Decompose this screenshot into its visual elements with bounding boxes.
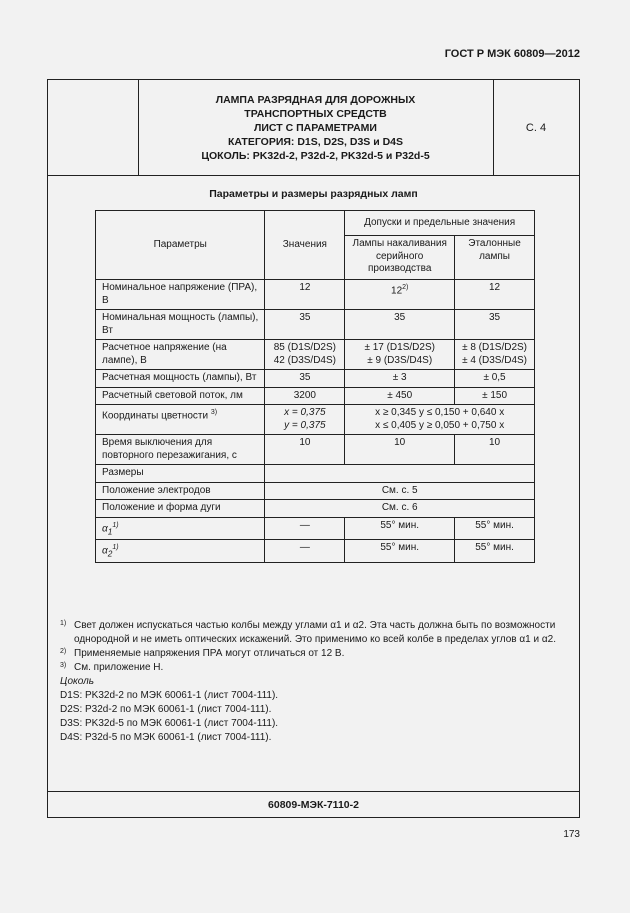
tolerance-line: x ≥ 0,345 y ≤ 0,150 + 0,640 x (375, 407, 505, 418)
serial-cell: 35 (345, 310, 455, 340)
param-cell: Номинальное напряжение (ПРА), В (96, 280, 265, 310)
serial-cell: ± 3 (345, 370, 455, 388)
value-cell (265, 340, 345, 370)
param-cell (96, 405, 265, 435)
reference-line: ± 4 (D3S/D4S) (462, 354, 528, 366)
page-number: 173 (563, 829, 580, 840)
reference-cell: 12 (455, 280, 535, 310)
reference-cell: 10 (455, 435, 535, 465)
cap-line: D2S: P32d-2 по МЭК 60061-1 (лист 7004-111). (60, 704, 272, 715)
param-cell (96, 517, 265, 540)
cap-line: D3S: PK32d-5 по МЭК 60061-1 (лист 7004-111). (60, 718, 279, 729)
param-symbol: α (102, 522, 108, 534)
serial-cell: 55° мин. (345, 517, 455, 540)
table-row (96, 500, 535, 518)
header-left-cell (48, 80, 139, 175)
param-subscript: 2 (107, 548, 113, 559)
value-line: 85 (D1S/D2S) (273, 342, 336, 353)
param-cell: Положение и форма дуги (96, 500, 265, 518)
param-subscript: 1 (107, 525, 113, 536)
table-header-row (96, 211, 535, 236)
reference-cell: ± 150 (455, 387, 535, 405)
footnote-1 (60, 619, 570, 647)
serial-cell (345, 340, 455, 370)
serial-line: ± 9 (D3S/D4S) (367, 354, 433, 366)
table-row (96, 405, 535, 435)
value-cell: 12 (265, 280, 345, 310)
reference-cell: ± 0,5 (455, 370, 535, 388)
serial-value: 12 (391, 285, 403, 297)
footnote-mark: 1) (60, 620, 67, 627)
param-label: Координаты цветности (102, 410, 209, 422)
table-row (96, 387, 535, 405)
title-line: ТРАНСПОРТНЫХ СРЕДСТВ (244, 107, 387, 120)
col-header-reference: Эталонные лампы (455, 236, 535, 280)
value-line: 42 (D3S/D4S) (273, 354, 336, 366)
sheet-frame (47, 79, 580, 818)
param-cell: Расчетный световой поток, лм (96, 387, 265, 405)
serial-cell: 10 (345, 435, 455, 465)
reference-cell: 55° мин. (455, 517, 535, 540)
footnote-mark: 2) (60, 648, 67, 655)
footnote-text: См. приложение Н. (74, 662, 164, 673)
empty-cell (265, 465, 535, 483)
param-symbol: α (102, 545, 108, 557)
reference-cell: 35 (455, 310, 535, 340)
param-cell: Расчетное напряжение (на лампе), В (96, 340, 265, 370)
params-table (95, 210, 535, 563)
sheet-header (48, 80, 579, 176)
value-line: x = 0,375 (284, 407, 326, 418)
standard-code: ГОСТ Р МЭК 60809—2012 (444, 48, 580, 60)
value-cell: См. с. 5 (265, 482, 535, 500)
param-cell: Время выключения для повторного перезажигания, с (96, 435, 265, 465)
title-line: ЛАМПА РАЗРЯДНАЯ ДЛЯ ДОРОЖНЫХ (215, 93, 416, 106)
table-row (96, 280, 535, 310)
params-title: Параметры и размеры разрядных ламп (209, 188, 418, 200)
footnotes (60, 619, 570, 745)
footnote-text: Свет должен испускаться частью колбы между углами α1 и α2. Эта часть должна быть по возможности однородной и не иметь оптических искажений. Это применимо ко всей колбе в пределах углов α1 и α2. (74, 620, 557, 645)
title-line: ЦОКОЛЬ: PK32d-2, P32d-2, PK32d-5 и P32d-5 (201, 149, 430, 162)
col-header-params: Параметры (96, 211, 265, 280)
reference-cell: 55° мин. (455, 540, 535, 563)
value-cell: См. с. 6 (265, 500, 535, 518)
value-cell (265, 405, 345, 435)
footnote-ref: 3) (210, 409, 218, 416)
param-cell: Номинальная мощность (лампы), Вт (96, 310, 265, 340)
col-header-serial: Лампы накаливания серийного производства (345, 236, 455, 280)
value-cell: 3200 (265, 387, 345, 405)
footnote-text: Применяемые напряжения ПРА могут отличаться от 12 В. (74, 648, 345, 659)
title-line: ЛИСТ С ПАРАМЕТРАМИ (254, 121, 377, 134)
footnote-ref: 2) (402, 284, 409, 291)
footnote-mark: 3) (60, 662, 67, 669)
tolerance-line: x ≤ 0,405 y ≥ 0,050 + 0,750 x (375, 419, 505, 431)
footnote-2 (60, 647, 570, 661)
table-row (96, 540, 535, 563)
cap-line: D1S: PK32d-2 по МЭК 60061-1 (лист 7004-111). (60, 690, 279, 701)
sheet-footer-code: 60809-МЭК-7110-2 (48, 791, 579, 817)
sheet-title (138, 80, 494, 175)
table-row (96, 340, 535, 370)
col-header-values: Значения (265, 211, 345, 280)
footnote-3 (60, 661, 570, 675)
param-cell: Расчетная мощность (лампы), Вт (96, 370, 265, 388)
table-row (96, 482, 535, 500)
table-row (96, 465, 535, 483)
cap-line: D4S: P32d-5 по МЭК 60061-1 (лист 7004-111). (60, 732, 272, 743)
footnote-ref: 1) (112, 521, 119, 529)
param-cell: Размеры (96, 465, 265, 483)
value-cell: — (265, 517, 345, 540)
title-line: КАТЕГОРИЯ: D1S, D2S, D3S и D4S (227, 135, 404, 148)
table-row (96, 310, 535, 340)
value-line: y = 0,375 (284, 419, 326, 431)
value-cell: — (265, 540, 345, 563)
footnote-ref: 1) (112, 544, 119, 552)
serial-cell: ± 450 (345, 387, 455, 405)
value-cell: 10 (265, 435, 345, 465)
param-cell: Положение электродов (96, 482, 265, 500)
param-cell (96, 540, 265, 563)
col-header-tolerances: Допуски и предельные значения (345, 211, 535, 236)
tolerance-cell (345, 405, 535, 435)
table-row (96, 435, 535, 465)
serial-line: ± 17 (D1S/D2S) (364, 342, 435, 353)
value-cell: 35 (265, 370, 345, 388)
serial-cell: 55° мин. (345, 540, 455, 563)
table-row (96, 370, 535, 388)
reference-cell (455, 340, 535, 370)
serial-cell (345, 280, 455, 310)
cap-title: Цоколь (60, 676, 95, 687)
reference-line: ± 8 (D1S/D2S) (462, 342, 528, 353)
table-row (96, 517, 535, 540)
sheet-number: С. 4 (525, 121, 547, 134)
value-cell: 35 (265, 310, 345, 340)
